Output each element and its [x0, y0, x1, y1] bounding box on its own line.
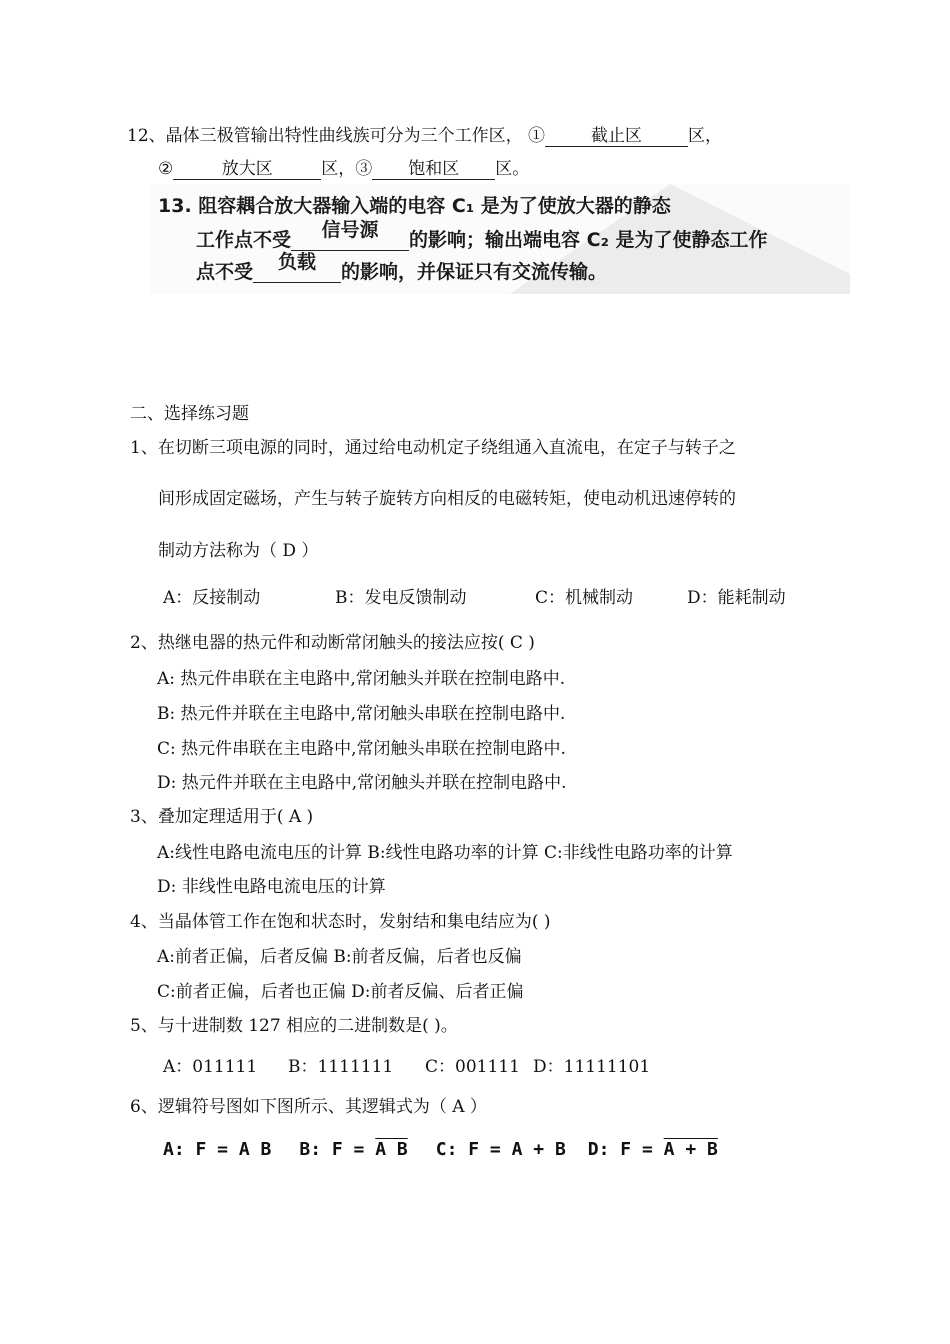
q5-option-a: A：011111	[163, 1057, 258, 1077]
q13-line2	[196, 219, 768, 252]
q13-text: 的影响，并保证只有交流传输。	[341, 261, 608, 283]
q13-line1: 13. 阻容耦合放大器输入端的电容 C₁ 是为了使放大器的静态	[158, 195, 671, 217]
q13-answer-1	[291, 219, 409, 251]
q6-formula-b	[299, 1139, 407, 1160]
q6-formulas	[163, 1139, 718, 1160]
q6-formula-b-label: B: F =	[299, 1139, 376, 1160]
q1-stem-line1: 1、在切断三项电源的同时，通过给电动机定子绕组通入直流电，在定子与转子之	[130, 438, 736, 458]
q13-scanned-image	[150, 184, 850, 294]
q12-line2	[158, 158, 529, 180]
q6-formula-a-label: A: F =	[163, 1139, 239, 1160]
q4-options-line1: A:前者正偏，后者反偏 B:前者反偏，后者也反偏	[157, 947, 522, 967]
q5-option-c: C：001111	[425, 1057, 520, 1077]
q3-options-line1: A:线性电路电流电压的计算 B:线性电路功率的计算 C:非线性电路功率的计算	[157, 843, 733, 863]
q1-option-c: C：机械制动	[535, 588, 634, 608]
q13-text: 工作点不受	[196, 229, 292, 251]
q1-option-d: D：能耗制动	[687, 588, 786, 608]
q1-stem-line2: 间形成固定磁场，产生与转子旋转方向相反的电磁转矩，使电动机迅速停转的	[158, 489, 736, 509]
q2-option-c: C: 热元件串联在主电路中,常闭触头串联在控制电路中.	[157, 739, 566, 759]
q6-formula-b-expr: A B	[375, 1139, 408, 1160]
q6-formula-c-label: C: F =	[435, 1139, 512, 1160]
q13-line3	[196, 251, 608, 284]
q6-formula-c-expr: A + B	[511, 1139, 566, 1160]
q12-answer-1: 截止区	[545, 126, 688, 147]
q12-answer-2: 放大区	[173, 159, 321, 180]
q13-text: 点不受	[196, 261, 254, 283]
q12-text: 12、晶体三极管输出特性曲线族可分为三个工作区， ①	[127, 126, 546, 146]
q6-formula-a-expr: A B	[238, 1139, 272, 1160]
q2-option-b: B: 热元件并联在主电路中,常闭触头串联在控制电路中.	[157, 704, 566, 724]
section-heading: 二、选择练习题	[130, 404, 249, 424]
q13-handwritten-2: 负载	[278, 251, 317, 273]
q2-option-a: A: 热元件串联在主电路中,常闭触头并联在控制电路中.	[157, 669, 566, 689]
q1-option-b: B：发电反馈制动	[335, 588, 467, 608]
q1-stem-line3: 制动方法称为（ D ）	[158, 541, 319, 561]
q5-option-b: B：1111111	[288, 1057, 394, 1077]
q6-formula-d	[588, 1139, 718, 1160]
q6-formula-d-label: D: F =	[587, 1139, 664, 1160]
q6-formula-a	[163, 1139, 271, 1160]
q12-text: 区，③	[321, 159, 373, 179]
q2-stem: 2、热继电器的热元件和动断常闭触头的接法应按( C )	[130, 633, 535, 653]
q12-line1	[127, 125, 722, 147]
q12-text: ②	[158, 159, 174, 179]
q5-stem: 5、与十进制数 127 相应的二进制数是( )。	[130, 1016, 458, 1036]
q4-stem: 4、当晶体管工作在饱和状态时，发射结和集电结应为( )	[130, 912, 551, 932]
q1-option-a: A：反接制动	[163, 588, 261, 608]
q2-option-d: D: 热元件并联在主电路中,常闭触头并联在控制电路中.	[157, 773, 567, 793]
q12-text: 区，	[688, 126, 723, 146]
q5-options	[163, 1056, 650, 1078]
q12-answer-3: 饱和区	[372, 159, 495, 180]
q6-formula-c	[436, 1139, 566, 1160]
q13-handwritten-1: 信号源	[321, 219, 379, 241]
q1-options	[163, 587, 786, 609]
q6-formula-d-expr: A + B	[663, 1139, 718, 1160]
q13-text: 的影响；输出端电容 C₂ 是为了使静态工作	[409, 229, 768, 251]
q4-options-line2: C:前者正偏，后者也正偏 D:前者反偏、后者正偏	[157, 982, 524, 1002]
q12-text: 区。	[495, 159, 530, 179]
q13-answer-2	[253, 251, 341, 283]
q5-option-d: D：11111101	[533, 1057, 651, 1077]
q3-stem: 3、叠加定理适用于( A )	[130, 807, 314, 827]
q6-stem: 6、逻辑符号图如下图所示、其逻辑式为（ A ）	[130, 1097, 487, 1117]
q3-options-line2: D: 非线性电路电流电压的计算	[157, 877, 386, 897]
